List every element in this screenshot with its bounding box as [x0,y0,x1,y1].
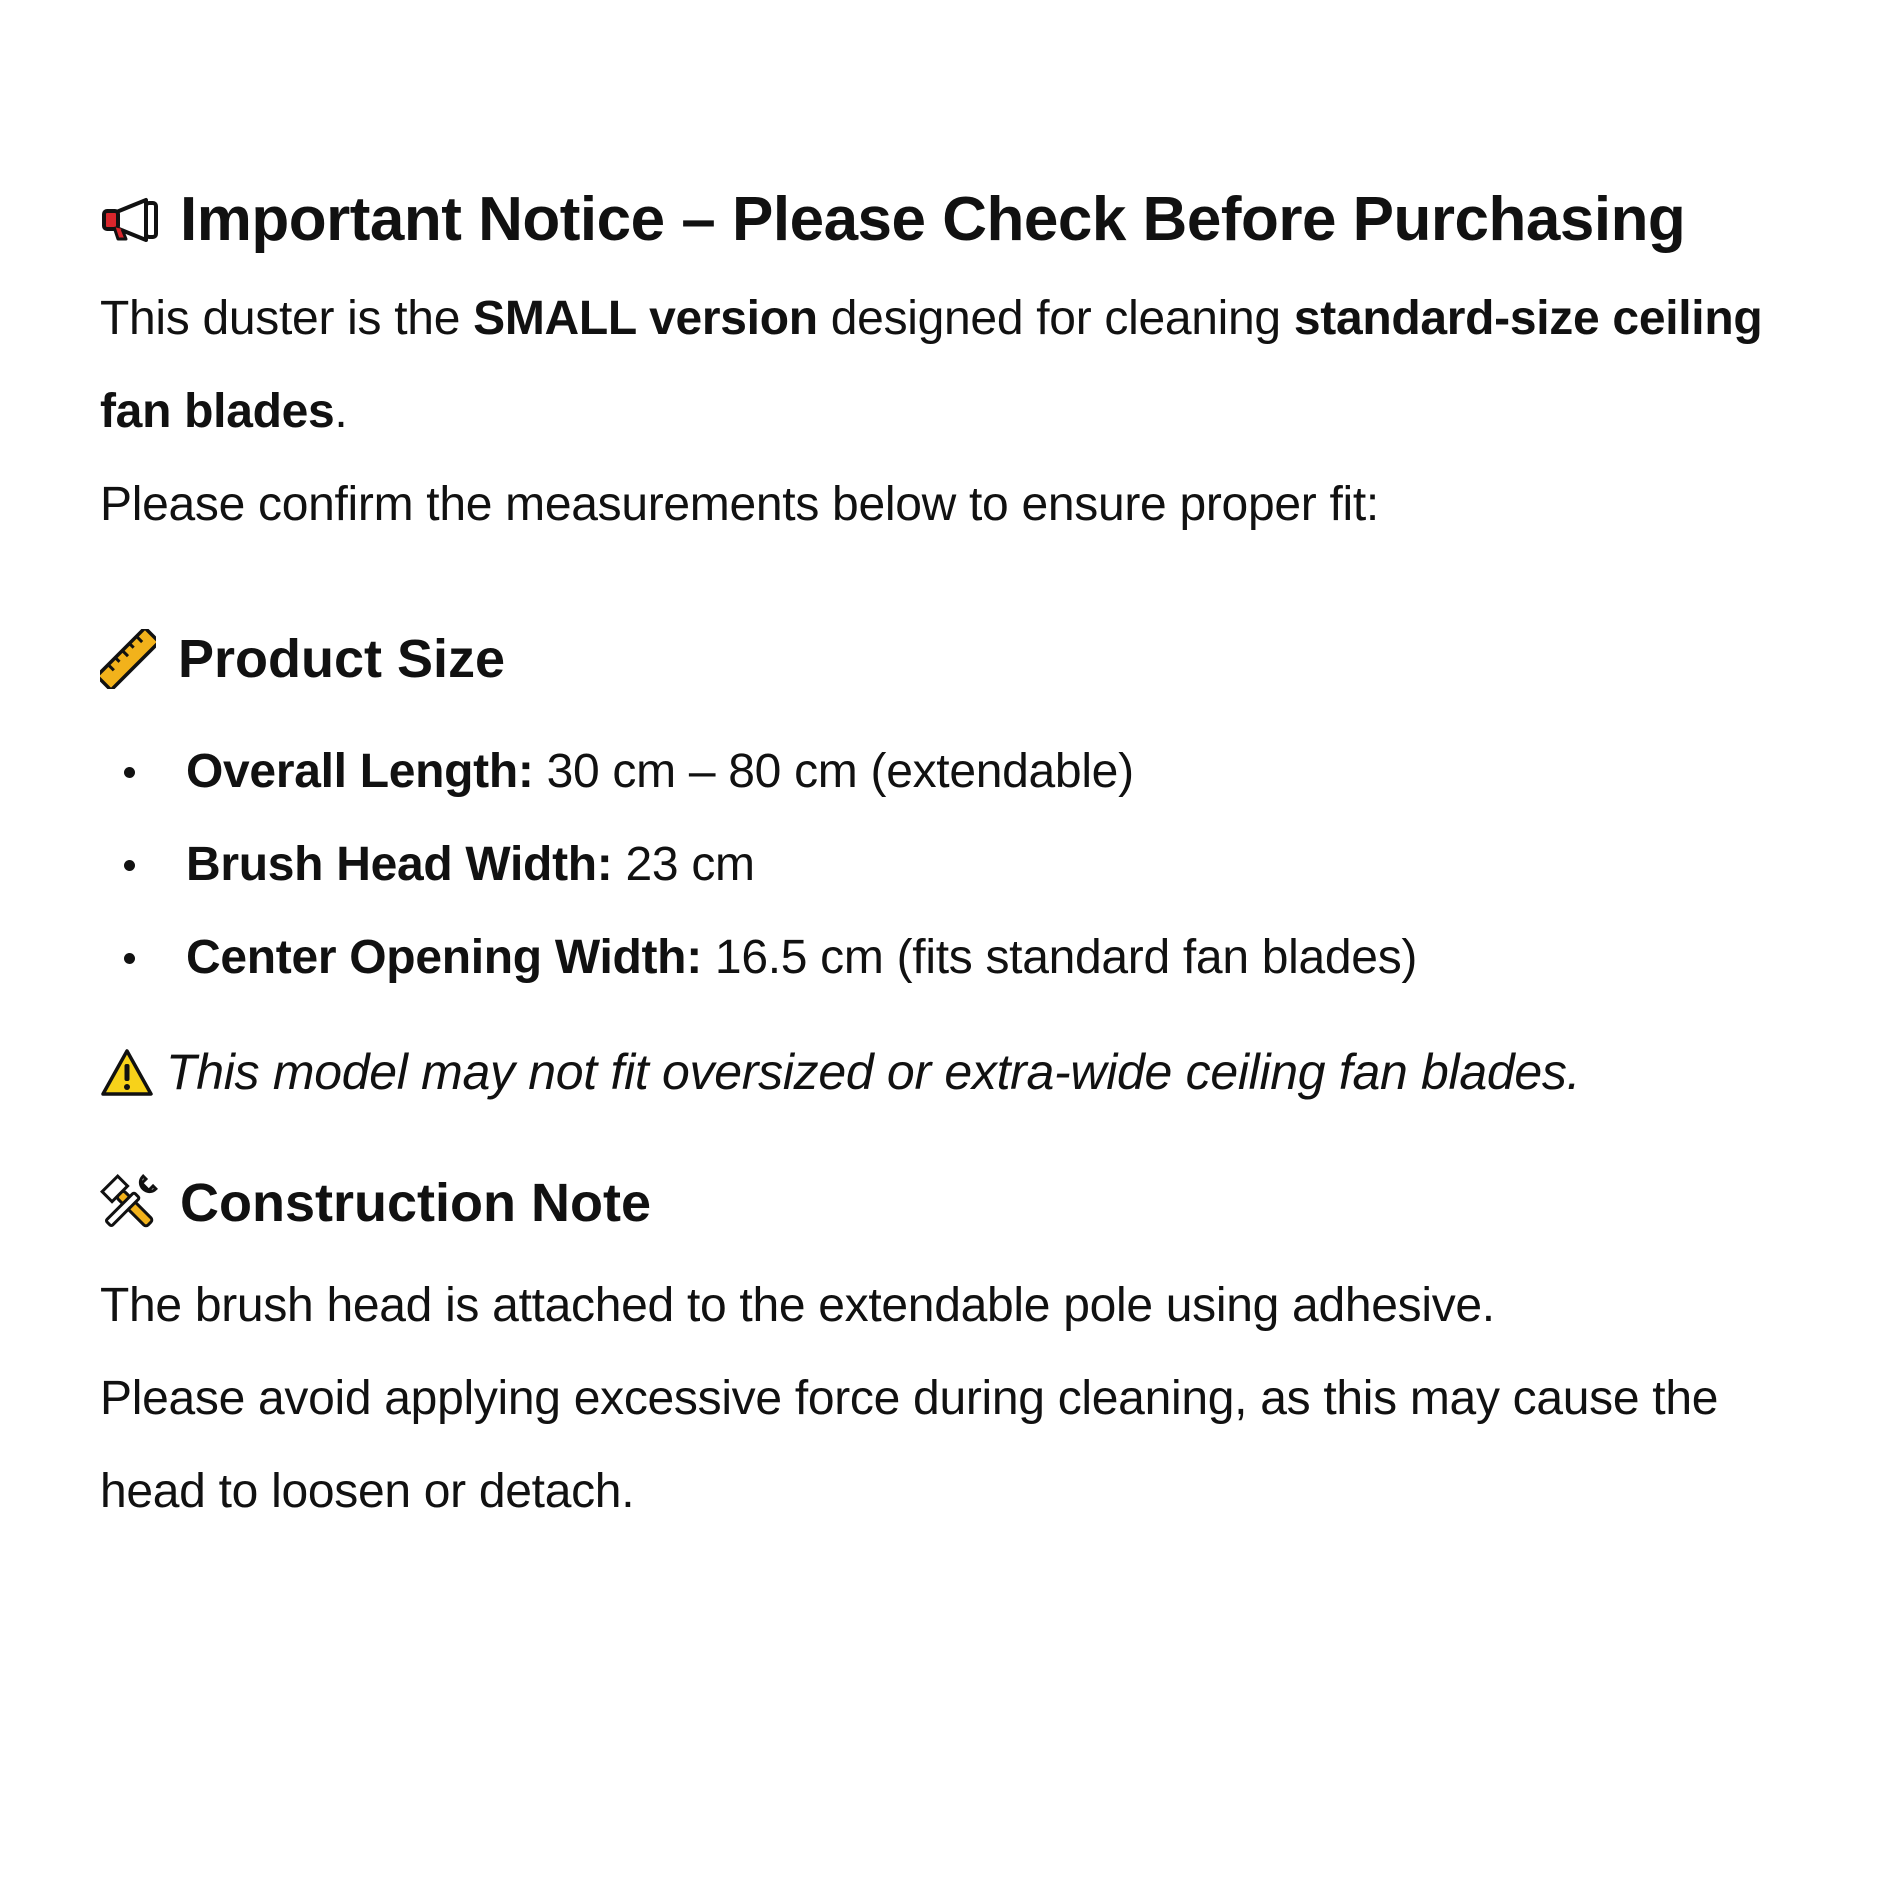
item-label: Brush Head Width: [186,838,613,891]
notice-title-text: Important Notice – Please Check Before Purchasing [180,185,1686,254]
bullet-dot [124,767,135,778]
notice-document [100,180,1820,1538]
construction-line-2: Please avoid applying excessive force during cleaning, as this may cause the head to loosen or detach. [100,1372,1719,1518]
ruler-icon [100,629,156,689]
warning-icon [100,1048,154,1098]
intro-part3: . [334,385,348,438]
item-value: 16.5 cm (fits standard fan blades) [701,931,1418,984]
list-item [100,911,1820,1004]
list-item [100,818,1820,911]
bullet-dot [124,953,135,964]
product-size-list [100,725,1820,1004]
confirm-line: Please confirm the measurements below to ensure proper fit: [100,478,1379,531]
construction-heading [100,1167,1820,1239]
product-size-heading [100,623,1820,695]
list-item [100,725,1820,818]
fit-warning-text: This model may not fit oversized or extra-wide ceiling fan blades. [166,1044,1581,1100]
tools-icon [100,1172,158,1234]
intro-small-version: SMALL version [473,292,818,345]
intro-standard-size: standard-size ceiling fan blades [100,292,1763,438]
item-label: Overall Length: [186,745,534,798]
intro-part2: designed for cleaning [817,292,1294,345]
item-value: 30 cm – 80 cm (extendable) [533,745,1134,798]
bullet-dot [124,860,135,871]
item-label: Center Opening Width: [186,931,702,984]
intro-paragraph [100,272,1820,458]
intro-part1: This duster is the [100,292,474,345]
construction-heading-text: Construction Note [180,1173,651,1233]
item-value: 23 cm [612,838,755,891]
product-size-heading-text: Product Size [178,629,506,689]
megaphone-icon [100,197,162,243]
notice-title [100,180,1820,260]
fit-warning [100,1026,1820,1119]
construction-line-1: The brush head is attached to the extendable pole using adhesive. [100,1279,1495,1332]
